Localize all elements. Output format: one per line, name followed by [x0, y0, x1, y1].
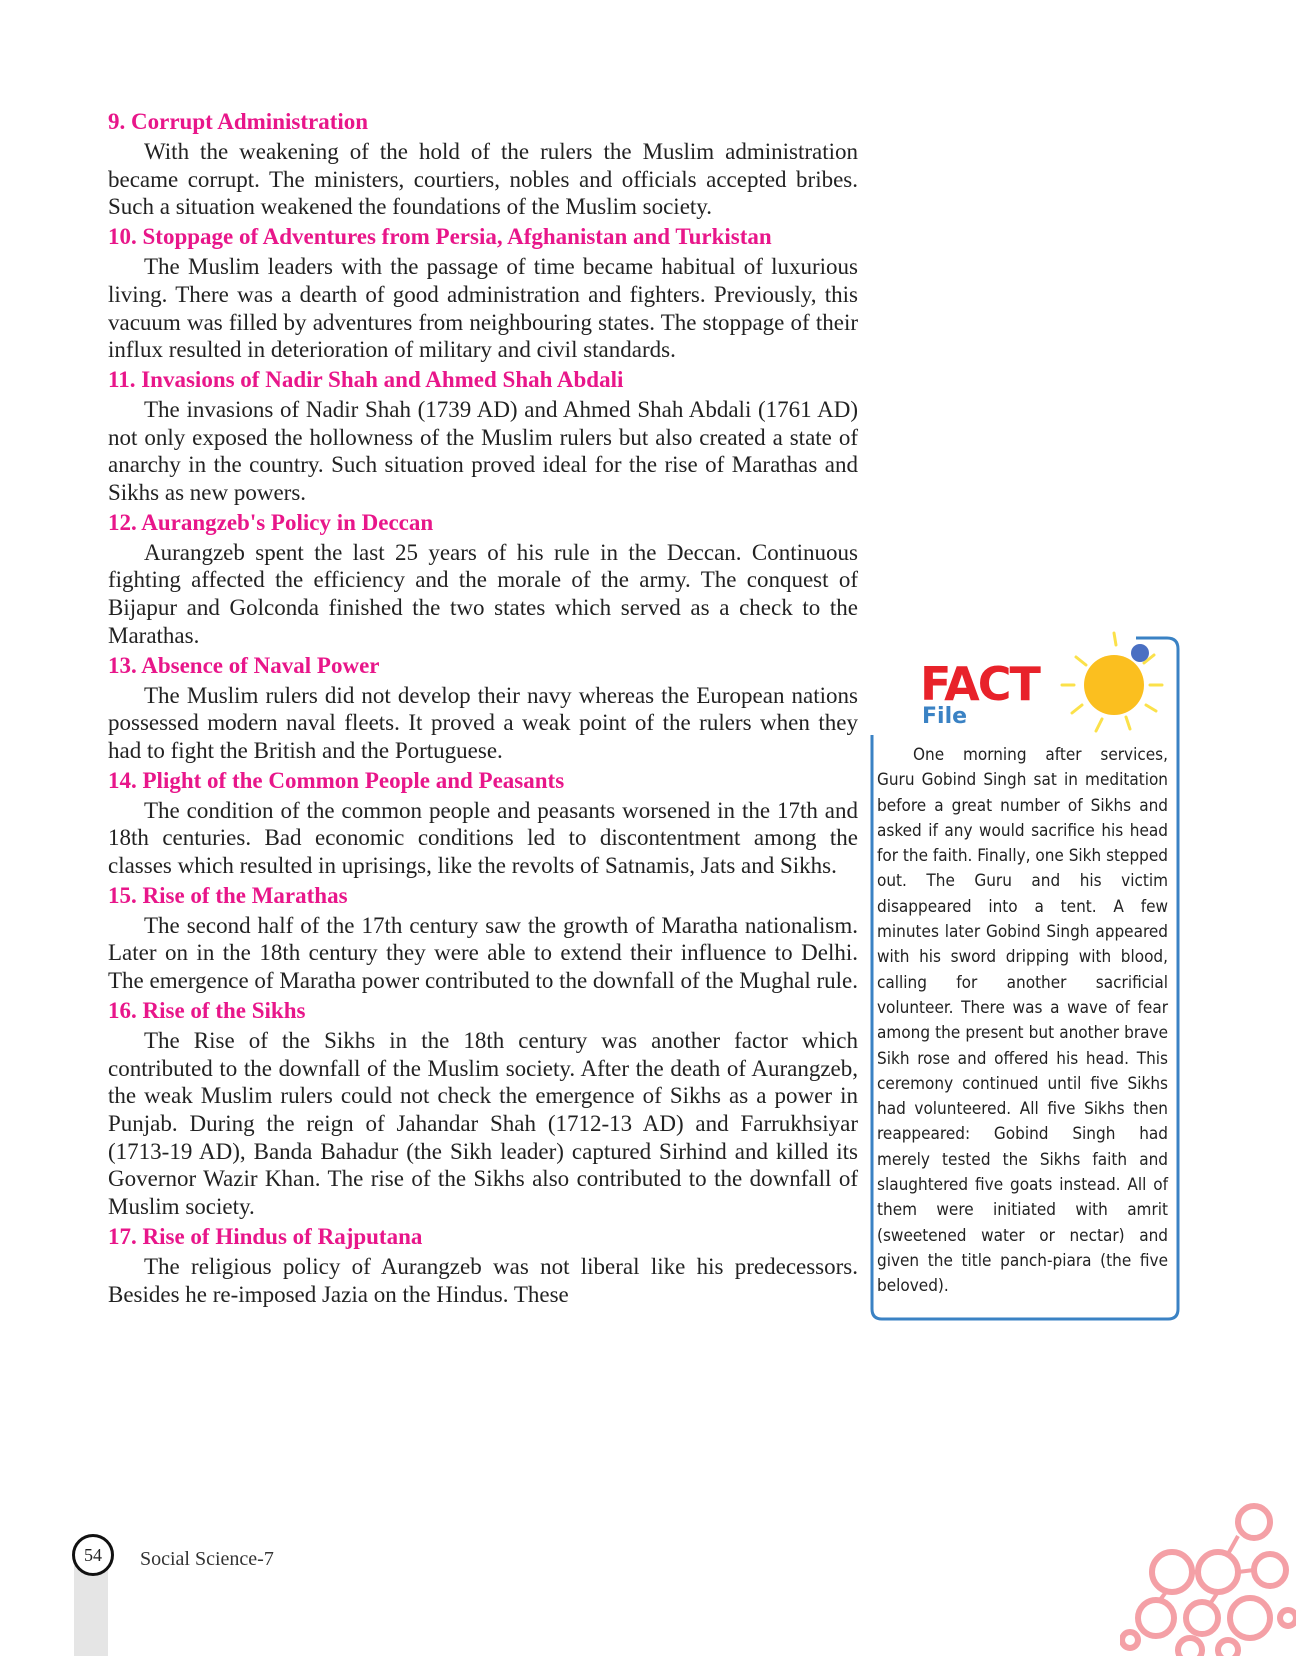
- section-heading: 15. Rise of the Marathas: [108, 882, 348, 908]
- main-content: [108, 108, 858, 1310]
- section-heading: 14. Plight of the Common People and Peasants: [108, 767, 565, 793]
- section-text: The Muslim leaders with the passage of time became habitual of luxurious living. There was a dearth of good administration and fighters. Previously, this vacuum was filled by adventures from neighbouring states. The stoppage of their influx resulted in deterioration of military and civil standards.: [108, 254, 858, 363]
- section-heading: 10. Stoppage of Adventures from Persia, Afghanistan and Turkistan: [108, 224, 772, 250]
- section-heading: 17. Rise of Hindus of Rajputana: [108, 1223, 423, 1249]
- section-15: [108, 882, 858, 995]
- section-heading: 16. Rise of the Sikhs: [108, 997, 306, 1023]
- section-12: [108, 509, 858, 650]
- fact-file-box: [868, 635, 1182, 1323]
- fact-file-title: FACT: [920, 657, 1039, 711]
- section-heading: 9. Corrupt Administration: [108, 109, 369, 134]
- section-13: [108, 652, 858, 765]
- section-heading: 11. Invasions of Nadir Shah and Ahmed Shah Abdali: [108, 366, 624, 392]
- section-text: Aurangzeb spent the last 25 years of his rule in the Deccan. Continuous fighting affected the efficiency and the morale of the army. The conquest of Bijapur and Golconda finished the two states which served as a check to the Marathas.: [108, 539, 858, 648]
- section-heading: 12. Aurangzeb's Policy in Deccan: [108, 509, 434, 535]
- section-9: [108, 108, 858, 221]
- section-16: [108, 997, 858, 1221]
- fact-file-subtitle: File: [922, 704, 968, 729]
- section-text: The Muslim rulers did not develop their navy whereas the European nations possessed modern naval fleets. It proved a weak point of the rulers when they had to fight the British and the Portuguese.: [108, 682, 858, 763]
- section-17: [108, 1223, 858, 1308]
- sun-bulb-icon: [1058, 627, 1168, 737]
- section-text: The condition of the common people and peasants worsened in the 17th and 18th centuries. Bad economic conditions led to discontentment among the classes which resulted in uprisings, like the revolts of Satnamis, Jats and Sikhs.: [108, 797, 858, 879]
- book-title: Social Science-7: [140, 1548, 274, 1570]
- fact-file-text: One morning after services, Guru Gobind Singh sat in meditation before a great number of Sikhs and asked if any would sacrifice his head for the faith. Finally, one Sikh stepped out. The Guru and his victim disappeared into a tent. A few minutes later Gobind Singh appeared with his sword dripping with blood, calling for another sacrificial volunteer. There was a wave of fear among the present but another brave Sikh rose and offered his head. This ceremony continued until five Sikhs had volunteered. All five Sikhs then reappeared: Gobind Singh had merely tested the Sikhs faith and slaughtered five goats instead. All of them were initiated with amrit (sweetened water or nectar) and given the title panch-piara (the five beloved).: [877, 745, 1168, 1297]
- section-text: The invasions of Nadir Shah (1739 AD) and Ahmed Shah Abdali (1761 AD) not only exposed the hollowness of the Muslim rulers but also created a state of anarchy in the country. Such situation proved ideal for the rise of Marathas and Sikhs as new powers.: [108, 396, 858, 506]
- section-14: [108, 767, 858, 880]
- section-11: [108, 366, 858, 507]
- section-text: The second half of the 17th century saw the growth of Maratha nationalism. Later on in the 18th century they were able to extend their influence to Delhi. The emergence of Maratha power contributed to the downfall of the Mughal rule.: [108, 912, 859, 994]
- section-heading: 13. Absence of Naval Power: [108, 652, 380, 678]
- page-number: 54: [72, 1534, 114, 1576]
- decorative-circles-graphic: [1120, 1500, 1296, 1656]
- section-10: [108, 223, 858, 364]
- section-text: With the weakening of the hold of the rulers the Muslim administration became corrupt. The ministers, courtiers, nobles and officials accepted bribes. Such a situation weakened the foundations of the Muslim society.: [108, 139, 858, 220]
- section-text: The Rise of the Sikhs in the 18th century was another factor which contributed to the downfall of the Muslim society. After the death of Aurangzeb, the weak Muslim rulers could not check the emergence of Sikhs as a power in Punjab. During the reign of Jahandar Shah (1712-13 AD) and Farrukhsiyar (1713-19 AD), Banda Bahadur (the Sikh leader) captured Sirhind and killed its Governor Wazir Khan. The rise of the Sikhs also contributed to the downfall of Muslim society.: [108, 1027, 858, 1220]
- section-text: The religious policy of Aurangzeb was not liberal like his predecessors. Besides he re-imposed Jazia on the Hindus. These: [108, 1253, 858, 1307]
